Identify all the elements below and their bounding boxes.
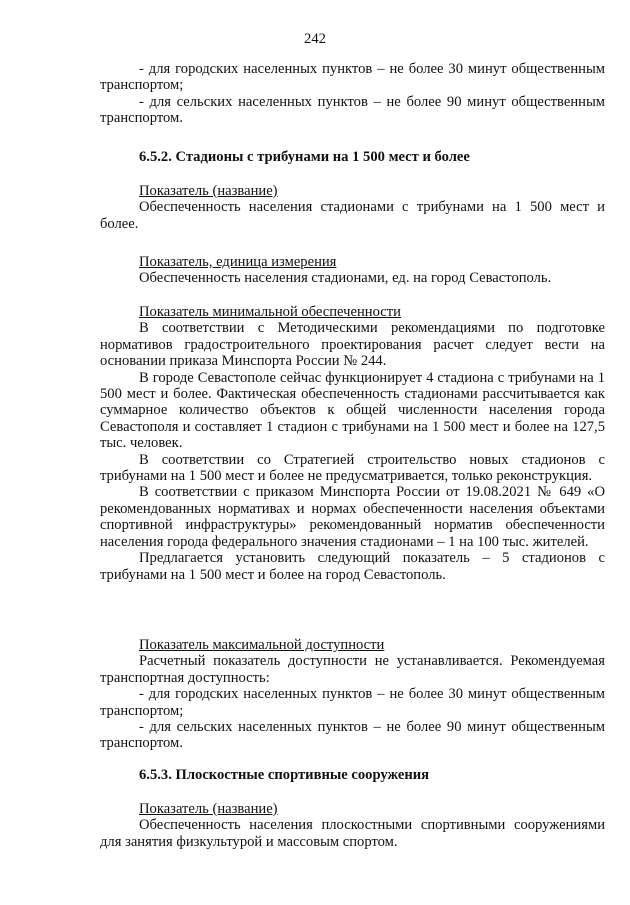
section-652-title: 6.5.2. Стадионы с трибунами на 1 500 мест и более — [139, 149, 470, 165]
section-653-heading-block — [100, 767, 605, 783]
intro-urban-access: - для городских населенных пунктов – не более 30 минут общественным транспортом; — [100, 61, 605, 94]
section-653-indicator-name — [100, 801, 605, 850]
max-accessibility-label: Показатель максимальной доступности — [139, 637, 385, 653]
indicator-name-label: Показатель (название) — [139, 183, 278, 199]
section-653-indicator-name-label: Показатель (название) — [139, 801, 278, 817]
unit-text: Обеспеченность населения стадионами, ед. на город Севастополь. — [139, 270, 552, 287]
min-provision-paragraph-2: В городе Севастополе сейчас функционирует 4 стадиона с трибунами на 1 500 мест и более. Фактическая обеспеченность стадионами рассчитывается как суммарное количество объектов к общей численности населения города Севастополя и составляет 1 стадион с трибунами на 1 500 мест и более на 127,5 тыс. человек. — [100, 369, 605, 452]
max-accessibility-urban: - для городских населенных пунктов – не более 30 минут общественным транспортом; — [100, 686, 605, 719]
section-652-max-accessibility — [100, 637, 605, 752]
section-652-min-provision — [100, 304, 605, 583]
min-provision-paragraph-3: В соответствии со Стратегией строительство новых стадионов с трибунами на 1 500 мест и более не предусматривается, только реконструкция. — [100, 451, 605, 485]
min-provision-label: Показатель минимальной обеспеченности — [139, 304, 401, 320]
max-accessibility-paragraph-1: Расчетный показатель доступности не устанавливается. Рекомендуемая транспортная доступность: — [100, 653, 605, 686]
indicator-name-text: Обеспеченность населения стадионами с трибунами на 1 500 мест и более. — [100, 199, 605, 232]
section-653-title: 6.5.3. Плоскостные спортивные сооружения — [139, 767, 430, 783]
section-653-indicator-name-text: Обеспеченность населения плоскостными спортивными сооружениями для занятия физкультурой и массовым спортом. — [100, 817, 605, 850]
intro-block — [100, 61, 605, 127]
max-accessibility-rural: - для сельских населенных пунктов – не более 90 минут общественным транспортом. — [100, 719, 605, 752]
min-provision-paragraph-5: Предлагается установить следующий показатель – 5 стадионов с трибунами на 1 500 мест и более на город Севастополь. — [100, 550, 605, 583]
min-provision-paragraph-4: В соответствии с приказом Минспорта России от 19.08.2021 № 649 «О рекомендованных нормативах и нормах обеспеченности населения объектами спортивной инфраструктуры» рекомендованный норматив обеспеченности населения города федерального значения стадионами – 1 на 100 тыс. жителей. — [100, 484, 605, 550]
section-652-indicator-name — [100, 183, 605, 232]
section-652-heading-block — [100, 149, 605, 165]
unit-label: Показатель, единица измерения — [139, 254, 337, 270]
min-provision-paragraph-1: В соответствии с Методическими рекомендациями по подготовке нормативов градостроительного проектирования расчет следует вести на основании приказа Минспорта России № 244. — [100, 320, 605, 370]
intro-rural-access: - для сельских населенных пунктов – не более 90 минут общественным транспортом. — [100, 93, 605, 127]
section-652-unit — [100, 254, 605, 287]
page-number: 242 — [304, 31, 326, 47]
